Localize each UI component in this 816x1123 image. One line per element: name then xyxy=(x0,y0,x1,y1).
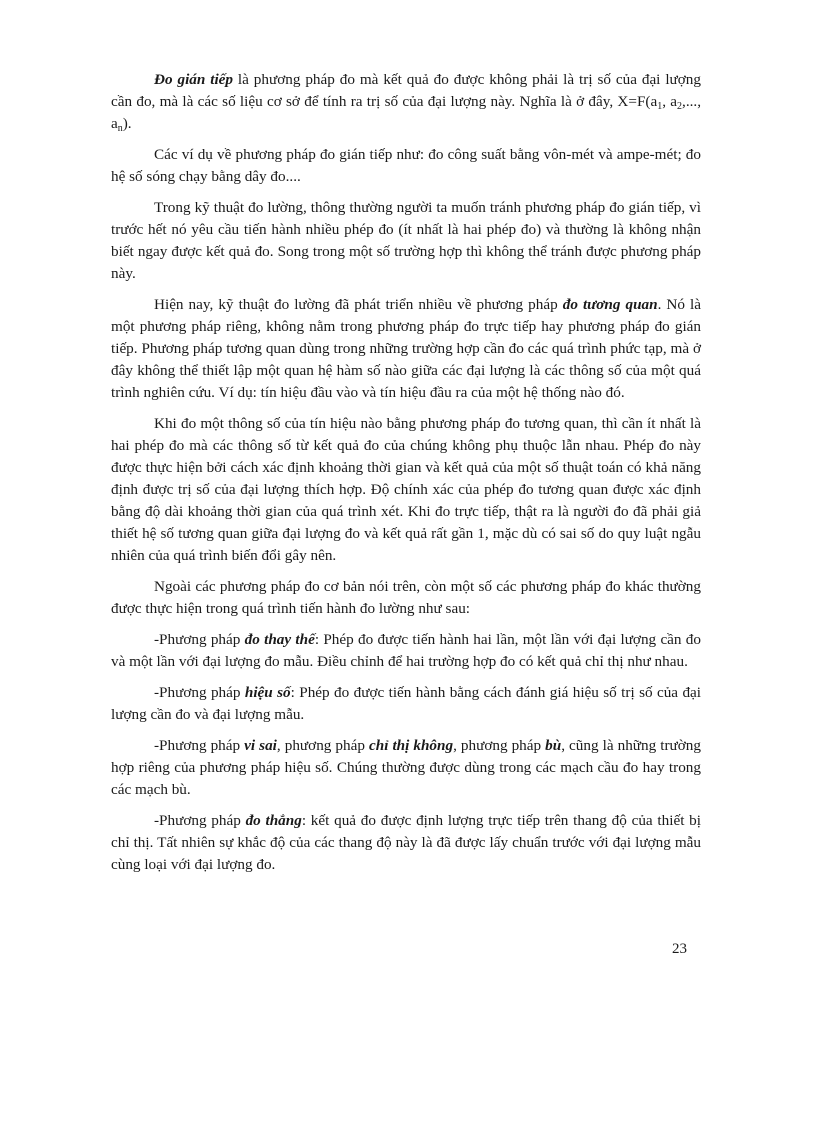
page-number: 23 xyxy=(672,941,687,957)
term-difference: hiệu số xyxy=(244,684,291,701)
document-body xyxy=(111,69,701,885)
paragraph-indirect-measurement xyxy=(111,69,701,135)
paragraph-other-methods: Ngoài các phương pháp đo cơ bản nói trên, còn một số các phương pháp đo khác thường được thực hiện trong quá trình tiến hành đo lường như sau: xyxy=(111,578,701,617)
paragraph-text: -Phương pháp xyxy=(154,812,246,829)
paragraph-text: : Phép đo được tiến hành hai lần, một lần với đại lượng cần đo và một lần với đại lượng đo mẫu. Điều chỉnh để hai trường hợp đo có kết quả chỉ thị như nhau. xyxy=(111,631,701,670)
paragraph-text: . Nó là một phương pháp riêng, không nằm trong phương pháp đo trực tiếp hay phương pháp đo gián tiếp. Phương pháp tương quan dùng trong những trường hợp cần đo các quá trình phức tạp, mà ở đây không thể thiết lập một quan hệ hàm số nào giữa các đại lượng là các thông số của một quá trình nghiên cứu. Ví dụ: tín hiệu đầu vào và tín hiệu đầu ra của một hệ thống nào đó. xyxy=(111,296,701,401)
paragraph-difference-method xyxy=(111,682,701,726)
paragraph-text: -Phương pháp xyxy=(154,684,245,701)
formula-subscript: n xyxy=(117,123,123,134)
formula-subscript: 1 xyxy=(657,101,663,112)
paragraph-direct-reading-method xyxy=(111,810,701,876)
paragraph-avoid-indirect: Trong kỹ thuật đo lường, thông thường người ta muốn tránh phương pháp đo gián tiếp, vì trước hết nó yêu cầu tiến hành nhiều phép đo (ít nhất là hai phép đo) và thường là không nhận biết ngay được kết quả đo. Song trong một số trường hợp thì không thể tránh được phương pháp này. xyxy=(111,199,701,282)
paragraph-text: : kết quả đo được định lượng trực tiếp trên thang độ của thiết bị chỉ thị. Tất nhiên sự khắc độ của các thang độ này là đã được lấy chuẩn trước với đại lượng mẫu cùng loại với đại lượng đo. xyxy=(111,812,701,873)
paragraph-text: Hiện nay, kỹ thuật đo lường đã phát triển nhiều về phương pháp xyxy=(154,296,563,313)
paragraph-correlation-detail: Khi đo một thông số của tín hiệu nào bằng phương pháp đo tương quan, thì cần ít nhất là hai phép đo mà các thông số từ kết quả đo của chúng không phụ thuộc lẫn nhau. Phép đo này được thực hiện bởi cách xác định khoảng thời gian và kết quả của một số thuật toán có khả năng định được trị số của đại lượng thích hợp. Độ chính xác của phép đo tương quan được xác định bằng độ dài khoảng thời gian của quá trình xét. Khi đo trực tiếp, thật ra là người đo đã phải giả thiết hệ số tương quan giữa đại lượng đo và kết quả rất gần 1, mặc dù có sai số do quy luật ngẫu nhiên của quá trình biến đổi gây nên. xyxy=(111,415,701,564)
formula-part: , a xyxy=(662,93,678,110)
term-differential: vi sai xyxy=(244,737,277,754)
term-indirect-measurement: Đo gián tiếp xyxy=(154,71,234,88)
paragraph-correlation-method xyxy=(111,294,701,404)
term-correlation-measurement: đo tương quan xyxy=(562,296,658,313)
paragraph-examples: Các ví dụ về phương pháp đo gián tiếp như: đo công suất bằng vôn-mét và ampe-mét; đo hệ số sóng chạy bằng dây đo.... xyxy=(111,146,701,185)
paragraph-text: : Phép đo được tiến hành bằng cách đánh giá hiệu số trị số của đại lượng cần đo và đại lượng mẫu. xyxy=(111,684,702,723)
paragraph-text: -Phương pháp xyxy=(154,631,245,648)
paragraph-text: -Phương pháp xyxy=(154,737,245,754)
term-compensation: bù xyxy=(545,737,562,754)
term-direct-reading: đo thẳng xyxy=(245,812,302,829)
term-substitution: đo thay thế xyxy=(244,631,315,648)
formula-part: ). xyxy=(122,115,132,132)
formula-part: ,..., a xyxy=(111,93,701,132)
paragraph-text: , phương pháp xyxy=(453,737,546,754)
paragraph-text: , cũng là những trường hợp riêng của phương pháp hiệu số. Chúng thường được dùng trong các mạch cầu đo hay trong các mạch bù. xyxy=(111,737,701,798)
paragraph-substitution-method xyxy=(111,629,701,673)
paragraph-text: là phương pháp đo mà kết quả đo được không phải là trị số của đại lượng cần đo, mà là các số liệu cơ sở để tính ra trị số của đại lượng này. Nghĩa là ở đây, xyxy=(111,71,701,110)
formula-part: X=F(a xyxy=(617,93,658,110)
paragraph-text: , phương pháp xyxy=(276,737,369,754)
paragraph-differential-methods xyxy=(111,735,701,801)
formula-subscript: 2 xyxy=(677,101,683,112)
term-null-indication: chỉ thị không xyxy=(369,737,454,754)
